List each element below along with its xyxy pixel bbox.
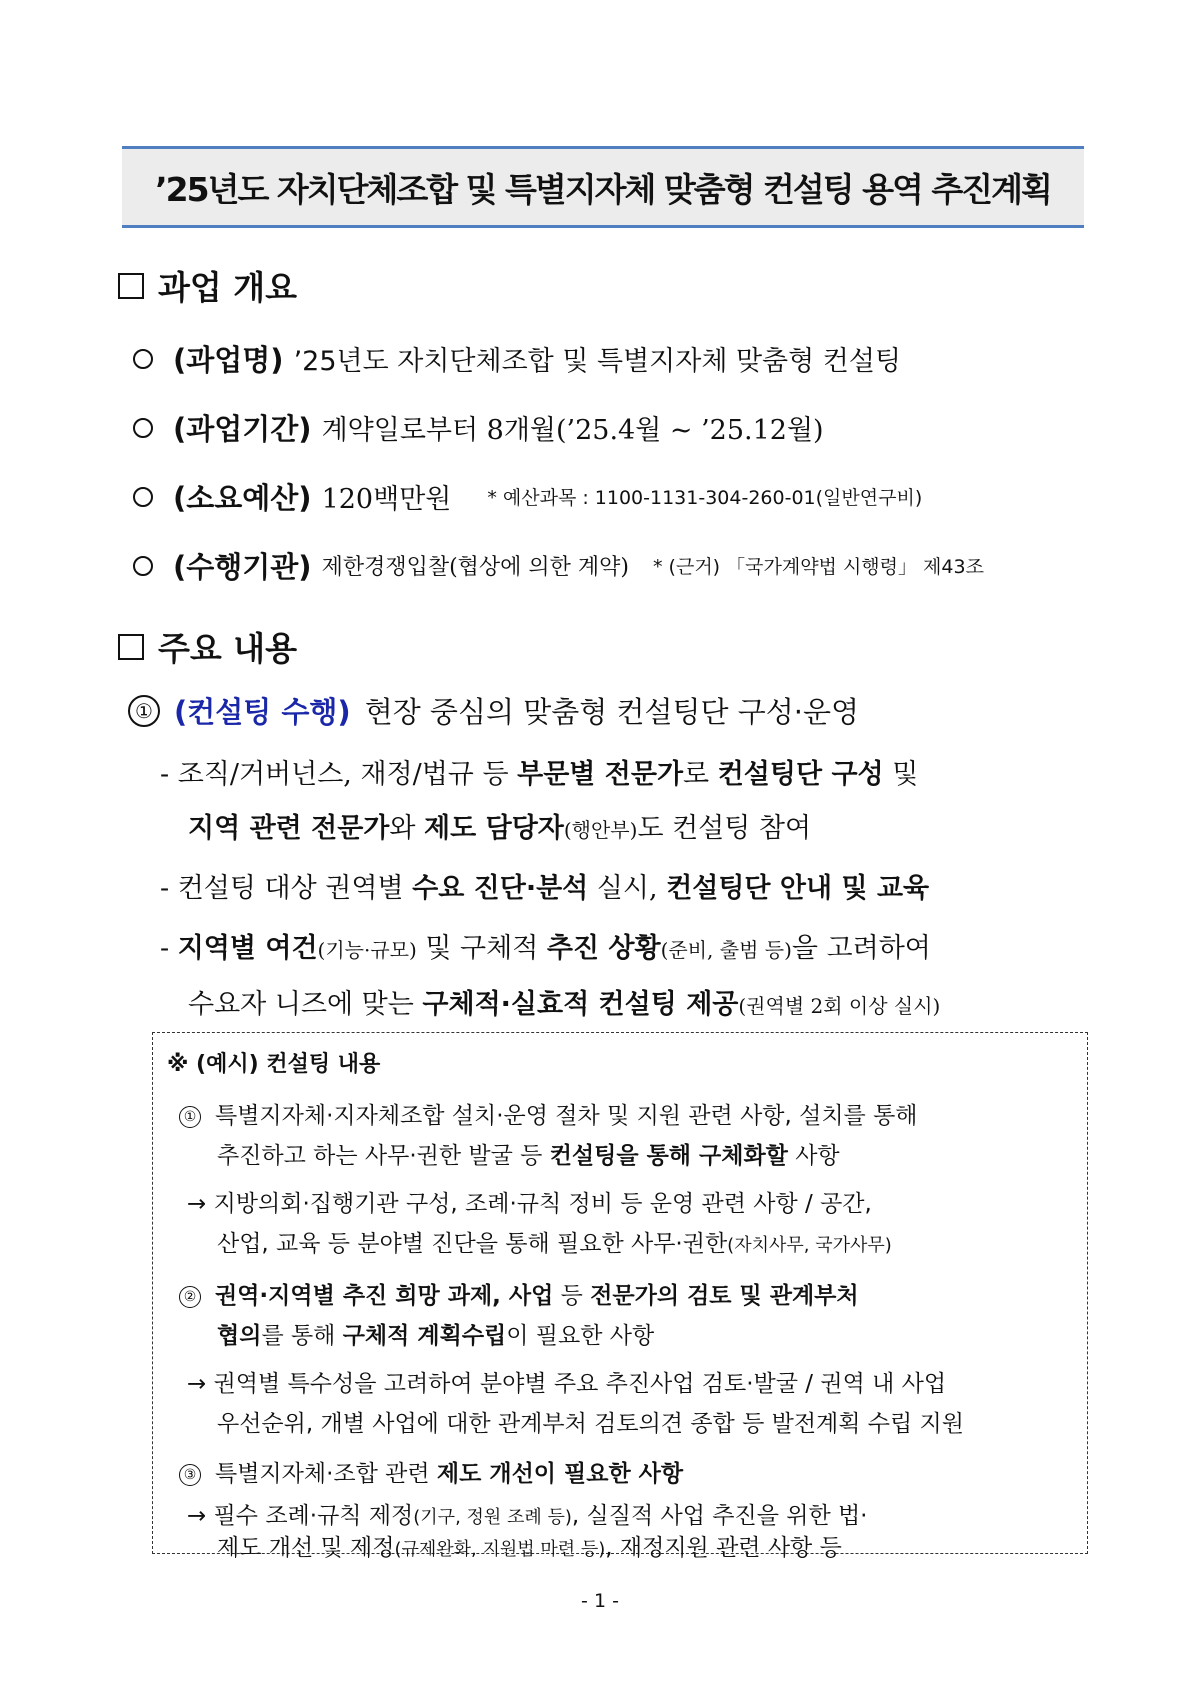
circle-bullet-icon	[133, 349, 153, 369]
bullet-2: - 컨설팅 대상 권역별 수요 진단·분석 실시, 컨설팅단 안내 및 교육	[160, 873, 930, 904]
example-item-1-arrow-1: → 지방의회·집행기관 구성, 조례·규칙 정비 등 운영 관련 사항 / 공간,	[187, 1191, 872, 1217]
example-item-1-arrow-2: 산업, 교육 등 분야별 진단을 통해 필요한 사무·권한(자치사무, 국가사무)	[217, 1231, 892, 1257]
item-text: 현장 중심의 맞춤형 컨설팅단 구성·운영	[364, 695, 860, 729]
section-heading-main	[118, 623, 297, 670]
example-item-2-arrow-1: → 권역별 특수성을 고려하여 분야별 주요 추진사업 검토·발굴 / 권역 내 사업	[187, 1371, 947, 1397]
row-label: (수행기관)	[173, 550, 312, 584]
row-note: * (근거) 「국가계약법 시행령」 제43조	[653, 556, 984, 578]
square-bullet-icon	[118, 273, 144, 299]
example-item-2-line-1: ② 권역·지역별 추진 희망 과제, 사업 등 전문가의 검토 및 관계부처	[179, 1277, 859, 1310]
overview-row-budget	[133, 476, 922, 517]
row-value: 제한경쟁입찰(협상에 의한 계약)	[321, 555, 630, 580]
bullet-3-line-2: 수요자 니즈에 맞는 구체적·실효적 컨설팅 제공(권역별 2회 이상 실시)	[188, 989, 941, 1020]
example-box	[152, 1032, 1088, 1561]
item-consulting	[128, 690, 859, 731]
document-title: ’25년도 자치단체조합 및 특별지자체 맞춤형 컨설팅 용역 추진계획	[155, 169, 1051, 209]
example-heading: ※ (예시) 컨설팅 내용	[167, 1052, 381, 1077]
example-item-1-line-2: 추진하고 하는 사무·권한 발굴 등 컨설팅을 통해 구체화할 사항	[217, 1143, 840, 1169]
square-bullet-icon	[118, 634, 144, 660]
example-item-2-line-2: 협의를 통해 구체적 계획수립이 필요한 사항	[217, 1323, 655, 1349]
item-number: ②	[179, 1286, 201, 1308]
row-value: 계약일로부터 8개월(’25.4월 ~ ’25.12월)	[321, 415, 824, 446]
item-number: ①	[128, 695, 160, 727]
page-number: - 1 -	[581, 1590, 619, 1612]
item-number: ③	[179, 1464, 201, 1486]
title-box	[122, 146, 1084, 228]
section-title: 주요 내용	[158, 629, 298, 668]
example-item-3-line-1: ③ 특별지자체·조합 관련 제도 개선이 필요한 사항	[179, 1455, 683, 1488]
circle-bullet-icon	[133, 556, 153, 576]
row-label: (과업명)	[173, 343, 284, 377]
row-label: (소요예산)	[173, 481, 312, 515]
section-title: 과업 개요	[158, 268, 298, 307]
section-heading-overview	[118, 262, 297, 309]
item-number: ①	[179, 1106, 201, 1128]
row-note: * 예산과목 : 1100-1131-304-260-01(일반연구비)	[487, 487, 923, 509]
overview-row-agency	[133, 545, 984, 586]
row-label: (과업기간)	[173, 412, 312, 446]
example-item-1-line-1: ① 특별지자체·지자체조합 설치·운영 절차 및 지원 관련 사항, 설치를 통해	[179, 1097, 918, 1130]
example-item-2-arrow-2: 우선순위, 개별 사업에 대한 관계부처 검토의견 종합 등 발전계획 수립 지원	[217, 1411, 964, 1437]
row-value: ’25년도 자치단체조합 및 특별지자체 맞춤형 컨설팅	[293, 346, 902, 377]
circle-bullet-icon	[133, 418, 153, 438]
row-value: 120백만원	[321, 484, 452, 515]
bullet-3-line-1: - 지역별 여건(기능·규모) 및 구체적 추진 상황(준비, 출범 등)을 고려하여	[160, 933, 931, 964]
bullet-1-line-1: - 조직/거버넌스, 재정/법규 등 부문별 전문가로 컨설팅단 구성 및	[160, 759, 919, 790]
example-item-3-arrow-2: 제도 개선 및 제정(규제완화, 지원법 마련 등), 재정지원 관련 사항 등	[217, 1535, 842, 1561]
item-label: (컨설팅 수행)	[174, 695, 351, 729]
bullet-1-line-2: 지역 관련 전문가와 제도 담당자(행안부)도 컨설팅 참여	[188, 813, 812, 844]
overview-row-name	[133, 338, 901, 379]
overview-row-period	[133, 407, 824, 448]
circle-bullet-icon	[133, 487, 153, 507]
example-item-3-arrow-1: → 필수 조례·규칙 제정(기구, 정원 조례 등), 실질적 사업 추진을 위한 법·	[187, 1503, 868, 1529]
